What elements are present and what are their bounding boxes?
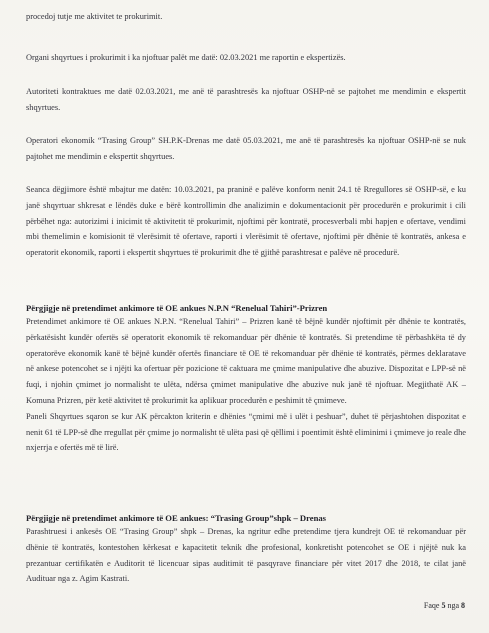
- current-page: 5: [441, 601, 446, 610]
- section2-paragraph: Parashtruesi i ankesës OE “Trasing Group” shpk – Drenas, ka ngritur edhe pretendime tjera kundrejt OE të rekomanduar për dhënie të kontratës, kontestohen kërkesat e kapacitetit teknik dhe profesional, konkretisht potencohet se OE i njëjtë nuk ka prezantuar certifikatën e Auditorit të licencuar sipas auditimit të pasqyrave financiare për vitet 2017 dhe 2018, te cilat janë Audituar nga z. Agim Kastrati.: [26, 527, 466, 584]
- page-number: Faqe 5 nga 8: [423, 601, 465, 610]
- section2-heading: Përgjigje në pretendimet ankimore të OE ankues: “Trasing Group”shpk – Drenas: [26, 513, 326, 523]
- paragraph-contracting-authority: Autoriteti kontraktues me datë 02.03.2021, me anë të parashtresës ka njoftuar OSHP-në se pajtohet me mendimin e ekspertit shqyrtues.: [26, 87, 466, 112]
- section2-body: [26, 524, 466, 587]
- paragraph-hearing-session: Seanca dëgjimore është mbajtur me datën: 10.03.2021, pa praninë e palëve konform nenit 24.1 të Rregullores së OSHP-së, e ku janë shqyrtuar shkresat e lëndës duke e bërë kontrollimin dhe analizimin e dokumentacionit për procedurën e prokurimit i cili përbëhet nga: autorizimi i inicimit të aktivitetit të prokurimit, njoftimi për kontratë, procesverbali mbi hapjen e ofertave, vendimi mbi themelimin e komisionit të vlerësimit të ofertave, raporti i vlerësimit të ofertave, njoftimi për dhënie të kontratës, ankesa e operatorit ekonomik, raporti i ekspertit shqyrtues të prokurimit dhe të gjithë parashtresat e palëve në procedurë.: [26, 185, 466, 258]
- section1-body: [26, 314, 466, 456]
- section1-paragraph-2: Paneli Shqyrtues sqaron se kur AK përcakton kriterin e dhënies “çmimi më i ulët i peshuar”, duhet të përjashtohen dispozitat e nenit 61 të LPP-së dhe rregullat për çmime jo normalisht të ulëta pasi që qëllimi i poentimit është eliminimi i çmimeve jo reale dhe nxjerrja e ofertës më të lirë.: [26, 411, 466, 453]
- paragraph-continuation: procedoj tutje me aktivitet te prokurimit.: [26, 12, 163, 21]
- total-pages: 8: [461, 601, 465, 610]
- section1-paragraph-1: Pretendimet ankimore të OE ankues N.P.N. “Renelual Tahiri” – Prizren kanë të bëjnë kundër njoftimit për dhënie te kontratës, përkatësisht kundër ofertës së operatorit ekonomik të rekomanduar për dhënie të kontratës. Si pretendime të përbashkëta të dy operatorëve ekonomik kanë të bëjnë kundër ofertës financiare të OE të rekomanduar për dhënie të kontratës, përmes deklaratave në ankese potencohet se i njëjti ka ofertuar për pozicione të caktuara me çmime manipulative dhe abuzive. Dispozitat e LPP-së në fuqi, i njohin çmimet jo normalisht te ulëta, ndërsa çmimet manipulative dhe abuzive nuk janë të njoftuar. Megjithatë AK – Komuna Prizren, për ketë aktivitet të prokurimit ka aplikuar procedurën e peshimit të çmimeve.: [26, 317, 466, 405]
- paragraph-economic-operator: Operatori ekonomik “Trasing Group” SH.P.K-Drenas me datë 05.03.2021, me anë të parashtresës ka njoftuar OSHP-në se nuk pajtohet me mendimin e ekspertit shqyrtues.: [26, 136, 466, 161]
- paragraph-notice-parties: Organi shqyrtues i prokurimit i ka njoftuar palët me datë: 02.03.2021 me raportin e ekspertizës.: [26, 53, 346, 62]
- section1-heading: Përgjigje në pretendimet ankimore të OE ankues N.P.N “Renelual Tahiri”-Prizren: [26, 303, 328, 313]
